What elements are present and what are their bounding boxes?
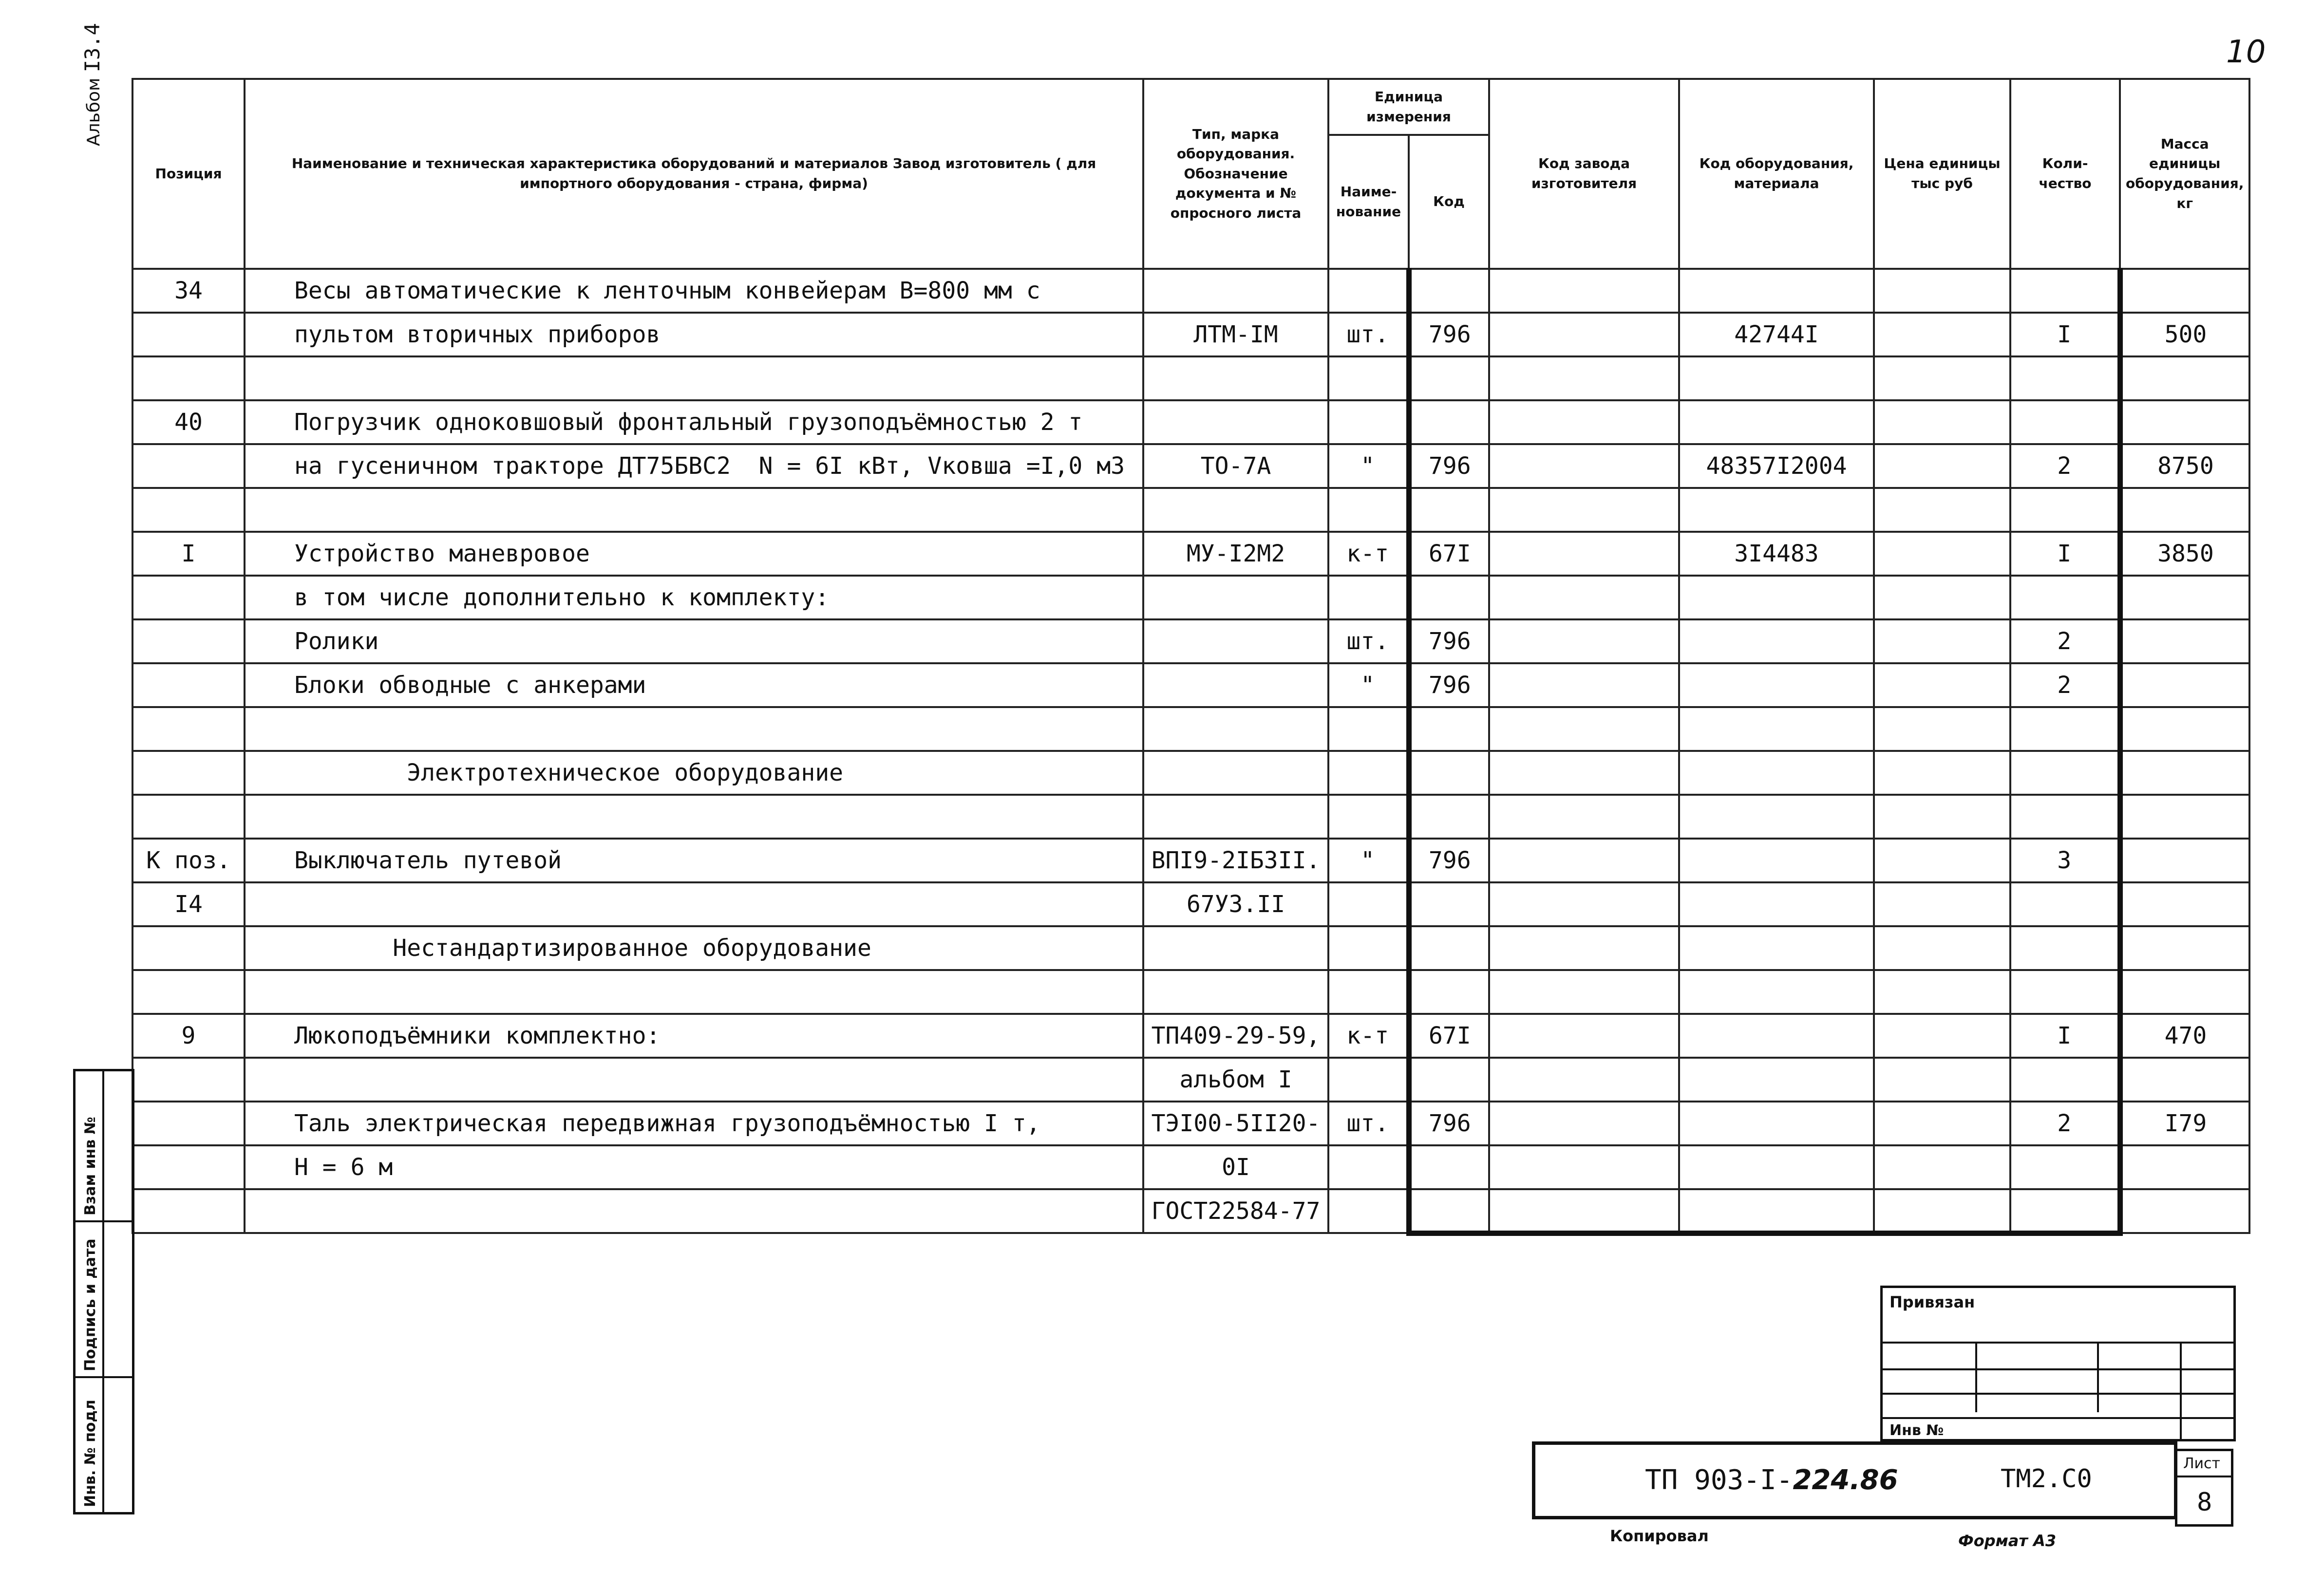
cell-name: Ролики (245, 619, 1143, 663)
cell-pos: I4 (132, 882, 245, 926)
cell-price (1874, 356, 2010, 400)
cell-price (1874, 1189, 2010, 1233)
cell-plant (1489, 707, 1679, 751)
cell-pos (132, 970, 245, 1014)
cell-type (1143, 751, 1328, 795)
cell-code (1409, 269, 1489, 313)
document-number: ТП 903-I-224.86 (1645, 1464, 1898, 1496)
cell-mass (2120, 795, 2249, 839)
cell-qty (2010, 882, 2120, 926)
table-row (132, 313, 2249, 356)
cell-type: ГОСТ22584-77 (1143, 1189, 1328, 1233)
cell-plant (1489, 313, 1679, 356)
cell-unit: к-т (1328, 1014, 1409, 1058)
cell-type (1143, 795, 1328, 839)
cell-equip (1679, 882, 1874, 926)
table-row (132, 269, 2249, 313)
cell-pos (132, 1145, 245, 1189)
cell-qty (2010, 576, 2120, 619)
table-row (132, 970, 2249, 1014)
cell-equip: 42744I (1679, 313, 1874, 356)
cell-name: Таль электрическая передвижная грузоподъёмностью I т, (245, 1102, 1143, 1145)
cell-unit (1328, 707, 1409, 751)
cell-unit: " (1328, 839, 1409, 882)
cell-price (1874, 795, 2010, 839)
cell-type: ТЭI00-5II20- (1143, 1102, 1328, 1145)
cell-unit: к-т (1328, 532, 1409, 576)
cell-type: ТО-7А (1143, 444, 1328, 488)
cell-plant (1489, 970, 1679, 1014)
table-row (132, 882, 2249, 926)
cell-pos: 40 (132, 400, 245, 444)
cell-price (1874, 488, 2010, 532)
cell-type: ВПI9-2IБ3II. (1143, 839, 1328, 882)
cell-qty (2010, 926, 2120, 970)
cell-qty: I (2010, 532, 2120, 576)
cell-unit: " (1328, 444, 1409, 488)
header-mass: Масса единицы оборудования, кг (2120, 79, 2249, 269)
table-row (132, 707, 2249, 751)
cell-name: Н = 6 м (245, 1145, 1143, 1189)
cell-type (1143, 926, 1328, 970)
cell-mass (2120, 1058, 2249, 1102)
cell-qty (2010, 488, 2120, 532)
cell-mass (2120, 269, 2249, 313)
cell-mass: 8750 (2120, 444, 2249, 488)
cell-mass (2120, 400, 2249, 444)
cell-plant (1489, 532, 1679, 576)
cell-mass (2120, 576, 2249, 619)
cell-pos (132, 1058, 245, 1102)
cell-code (1409, 707, 1489, 751)
cell-code (1409, 970, 1489, 1014)
cell-code (1409, 751, 1489, 795)
cell-type: 0I (1143, 1145, 1328, 1189)
cell-plant (1489, 1058, 1679, 1102)
cell-name (245, 882, 1143, 926)
cell-unit (1328, 751, 1409, 795)
cell-unit (1328, 1189, 1409, 1233)
footer-format: Формат А3 (1958, 1532, 2057, 1550)
cell-type: ЛТМ-IМ (1143, 313, 1328, 356)
page-number: 10 (2226, 34, 2266, 70)
cell-price (1874, 532, 2010, 576)
cell-unit: " (1328, 663, 1409, 707)
cell-price (1874, 1102, 2010, 1145)
cell-plant (1489, 1102, 1679, 1145)
cell-code (1409, 488, 1489, 532)
cell-pos (132, 663, 245, 707)
cell-equip (1679, 269, 1874, 313)
cell-code (1409, 400, 1489, 444)
cell-mass (2120, 488, 2249, 532)
cell-equip (1679, 1145, 1874, 1189)
cell-pos (132, 926, 245, 970)
cell-pos (132, 356, 245, 400)
cell-qty (2010, 1189, 2120, 1233)
cell-qty (2010, 1145, 2120, 1189)
cell-qty (2010, 356, 2120, 400)
cell-qty: 2 (2010, 619, 2120, 663)
cell-price (1874, 1014, 2010, 1058)
cell-qty: 3 (2010, 839, 2120, 882)
cell-pos (132, 795, 245, 839)
cell-plant (1489, 926, 1679, 970)
cell-unit (1328, 576, 1409, 619)
cell-qty: I (2010, 313, 2120, 356)
cell-name: Электротехническое оборудование (245, 751, 1143, 795)
header-unit-group: Единица измерения (1328, 79, 1489, 135)
cell-mass: I79 (2120, 1102, 2249, 1145)
cell-pos (132, 619, 245, 663)
cell-price (1874, 970, 2010, 1014)
approval-stamp-strip (73, 1069, 134, 1514)
cell-code (1409, 1189, 1489, 1233)
cell-mass (2120, 619, 2249, 663)
cell-equip (1679, 488, 1874, 532)
cell-mass (2120, 707, 2249, 751)
header-price: Цена единицы тыс руб (1874, 79, 2010, 269)
cell-price (1874, 839, 2010, 882)
cell-unit (1328, 926, 1409, 970)
cell-plant (1489, 1145, 1679, 1189)
cell-name (245, 795, 1143, 839)
cell-name (245, 356, 1143, 400)
cell-name: Блоки обводные с анкерами (245, 663, 1143, 707)
cell-pos (132, 576, 245, 619)
cell-name (245, 970, 1143, 1014)
cell-mass (2120, 882, 2249, 926)
cell-price (1874, 313, 2010, 356)
cell-plant (1489, 1189, 1679, 1233)
cell-price (1874, 751, 2010, 795)
cell-code: 796 (1409, 313, 1489, 356)
title-block (1532, 1441, 2177, 1519)
table-row (132, 400, 2249, 444)
cell-qty: 2 (2010, 663, 2120, 707)
table-row (132, 488, 2249, 532)
cell-plant (1489, 400, 1679, 444)
cell-name (245, 707, 1143, 751)
cell-type (1143, 707, 1328, 751)
cell-code (1409, 926, 1489, 970)
cell-equip (1679, 795, 1874, 839)
cell-code (1409, 795, 1489, 839)
cell-unit (1328, 1145, 1409, 1189)
cell-equip: 48357I2004 (1679, 444, 1874, 488)
cell-pos (132, 313, 245, 356)
cell-type: МУ-I2М2 (1143, 532, 1328, 576)
cell-pos: 34 (132, 269, 245, 313)
cell-equip (1679, 400, 1874, 444)
cell-plant (1489, 619, 1679, 663)
cell-unit (1328, 1058, 1409, 1102)
table-row (132, 1058, 2249, 1102)
cell-equip (1679, 1189, 1874, 1233)
cell-qty (2010, 400, 2120, 444)
table-row (132, 663, 2249, 707)
cell-type: альбом I (1143, 1058, 1328, 1102)
cell-code (1409, 1058, 1489, 1102)
table-row (132, 839, 2249, 882)
cell-plant (1489, 839, 1679, 882)
cell-price (1874, 926, 2010, 970)
cell-price (1874, 619, 2010, 663)
cell-unit: шт. (1328, 313, 1409, 356)
cell-type (1143, 970, 1328, 1014)
cell-name: Весы автоматические к ленточным конвейерам В=800 мм с (245, 269, 1143, 313)
cell-pos (132, 1189, 245, 1233)
cell-pos (132, 707, 245, 751)
stamp-vzam: Взам инв № (76, 1071, 132, 1222)
cell-mass (2120, 751, 2249, 795)
cell-unit (1328, 795, 1409, 839)
table-row (132, 532, 2249, 576)
cell-equip (1679, 1102, 1874, 1145)
header-plant-code: Код завода изготовителя (1489, 79, 1679, 269)
cell-code (1409, 576, 1489, 619)
cell-code: 796 (1409, 663, 1489, 707)
cell-plant (1489, 882, 1679, 926)
cell-unit (1328, 882, 1409, 926)
cell-code: 796 (1409, 1102, 1489, 1145)
cell-equip (1679, 926, 1874, 970)
document-code: ТМ2.С0 (2001, 1464, 2092, 1494)
stamp-podpis: Подпись и дата (76, 1222, 132, 1378)
cell-qty: 2 (2010, 1102, 2120, 1145)
cell-unit: шт. (1328, 1102, 1409, 1145)
table-row (132, 576, 2249, 619)
cell-unit (1328, 970, 1409, 1014)
cell-name: в том числе дополнительно к комплекту: (245, 576, 1143, 619)
cell-pos: I (132, 532, 245, 576)
cell-equip (1679, 707, 1874, 751)
header-unit-code: Код (1409, 135, 1489, 269)
cell-pos: 9 (132, 1014, 245, 1058)
cell-equip (1679, 663, 1874, 707)
cell-unit (1328, 356, 1409, 400)
cell-code: 796 (1409, 444, 1489, 488)
cell-qty (2010, 970, 2120, 1014)
cell-plant (1489, 795, 1679, 839)
table-row (132, 1145, 2249, 1189)
header-qty: Коли-чество (2010, 79, 2120, 269)
cell-mass (2120, 1189, 2249, 1233)
cell-code: 796 (1409, 619, 1489, 663)
cell-pos (132, 1102, 245, 1145)
table-row (132, 795, 2249, 839)
header-type: Тип, марка оборудования. Обозначение документа и № опросного листа (1143, 79, 1328, 269)
cell-code (1409, 882, 1489, 926)
cell-equip (1679, 839, 1874, 882)
cell-mass: 500 (2120, 313, 2249, 356)
stamp-inv: Инв. № подл (82, 1400, 99, 1507)
header-position: Позиция (132, 79, 245, 269)
cell-mass: 470 (2120, 1014, 2249, 1058)
table-row (132, 1189, 2249, 1233)
cell-mass (2120, 356, 2249, 400)
cell-equip (1679, 1058, 1874, 1102)
cell-equip (1679, 751, 1874, 795)
cell-type (1143, 269, 1328, 313)
cell-code: 796 (1409, 839, 1489, 882)
cell-pos (132, 751, 245, 795)
cell-type: ТП409-29-59, (1143, 1014, 1328, 1058)
cell-qty: 2 (2010, 444, 2120, 488)
cell-mass: 3850 (2120, 532, 2249, 576)
cell-equip (1679, 576, 1874, 619)
cell-mass (2120, 926, 2249, 970)
cell-name: Погрузчик одноковшовый фронтальный грузоподъёмностью 2 т (245, 400, 1143, 444)
cell-qty (2010, 795, 2120, 839)
table-row (132, 1014, 2249, 1058)
cell-name (245, 1189, 1143, 1233)
cell-code (1409, 1145, 1489, 1189)
cell-unit (1328, 400, 1409, 444)
cell-price (1874, 707, 2010, 751)
cell-type (1143, 488, 1328, 532)
cell-equip (1679, 1014, 1874, 1058)
cell-plant (1489, 751, 1679, 795)
cell-qty: I (2010, 1014, 2120, 1058)
cell-equip (1679, 619, 1874, 663)
cell-pos (132, 488, 245, 532)
cell-type (1143, 619, 1328, 663)
cell-name: Выключатель путевой (245, 839, 1143, 882)
cell-qty (2010, 269, 2120, 313)
cell-qty (2010, 751, 2120, 795)
table-row (132, 1102, 2249, 1145)
cell-type: 67У3.II (1143, 882, 1328, 926)
table-row (132, 619, 2249, 663)
cell-mass (2120, 970, 2249, 1014)
cell-code: 67I (1409, 532, 1489, 576)
cell-equip (1679, 356, 1874, 400)
cell-price (1874, 882, 2010, 926)
cell-code: 67I (1409, 1014, 1489, 1058)
cell-name: Нестандартизированное оборудование (245, 926, 1143, 970)
cell-qty (2010, 1058, 2120, 1102)
cell-plant (1489, 269, 1679, 313)
album-label: Альбом I3.4 (80, 23, 104, 146)
cell-mass (2120, 1145, 2249, 1189)
header-equip-code: Код оборудования, материала (1679, 79, 1874, 269)
cell-price (1874, 400, 2010, 444)
cell-name (245, 1058, 1143, 1102)
cell-name: на гусеничном тракторе ДТ75БВС2 N = 6I кВт, Vковша =I,0 м3 (245, 444, 1143, 488)
header-unit-name: Наиме-нование (1328, 135, 1409, 269)
sheet-number: 8 (2197, 1488, 2212, 1517)
table-row (132, 751, 2249, 795)
cell-plant (1489, 444, 1679, 488)
cell-name: пультом вторичных приборов (245, 313, 1143, 356)
cell-unit (1328, 488, 1409, 532)
cell-name (245, 488, 1143, 532)
cell-name: Устройство маневровое (245, 532, 1143, 576)
cell-price (1874, 444, 2010, 488)
cell-pos (132, 444, 245, 488)
cell-plant (1489, 1014, 1679, 1058)
table-row (132, 356, 2249, 400)
cell-price (1874, 576, 2010, 619)
table-row (132, 444, 2249, 488)
footer-copied: Копировал (1610, 1527, 1709, 1545)
cell-unit: шт. (1328, 619, 1409, 663)
cell-pos: К поз. (132, 839, 245, 882)
cell-plant (1489, 576, 1679, 619)
cell-plant (1489, 356, 1679, 400)
cell-qty (2010, 707, 2120, 751)
cell-price (1874, 1058, 2010, 1102)
sheet-box: Лист 8 (2175, 1449, 2233, 1527)
cell-price (1874, 1145, 2010, 1189)
cell-price (1874, 269, 2010, 313)
header-name: Наименование и техническая характеристика оборудований и материалов Завод изготовитель ( для импортного оборудования - страна, фирма) (245, 79, 1143, 269)
cell-unit (1328, 269, 1409, 313)
cell-code (1409, 356, 1489, 400)
cell-plant (1489, 663, 1679, 707)
cell-mass (2120, 663, 2249, 707)
cell-type (1143, 356, 1328, 400)
cell-equip (1679, 970, 1874, 1014)
cell-type (1143, 576, 1328, 619)
cell-name: Люкоподъёмники комплектно: (245, 1014, 1143, 1058)
privyazan-block: Привязан Инв № (1880, 1286, 2236, 1441)
cell-plant (1489, 488, 1679, 532)
cell-equip: 3I4483 (1679, 532, 1874, 576)
cell-price (1874, 663, 2010, 707)
cell-type (1143, 663, 1328, 707)
cell-type (1143, 400, 1328, 444)
table-row (132, 926, 2249, 970)
specification-table (132, 78, 2250, 1236)
cell-mass (2120, 839, 2249, 882)
